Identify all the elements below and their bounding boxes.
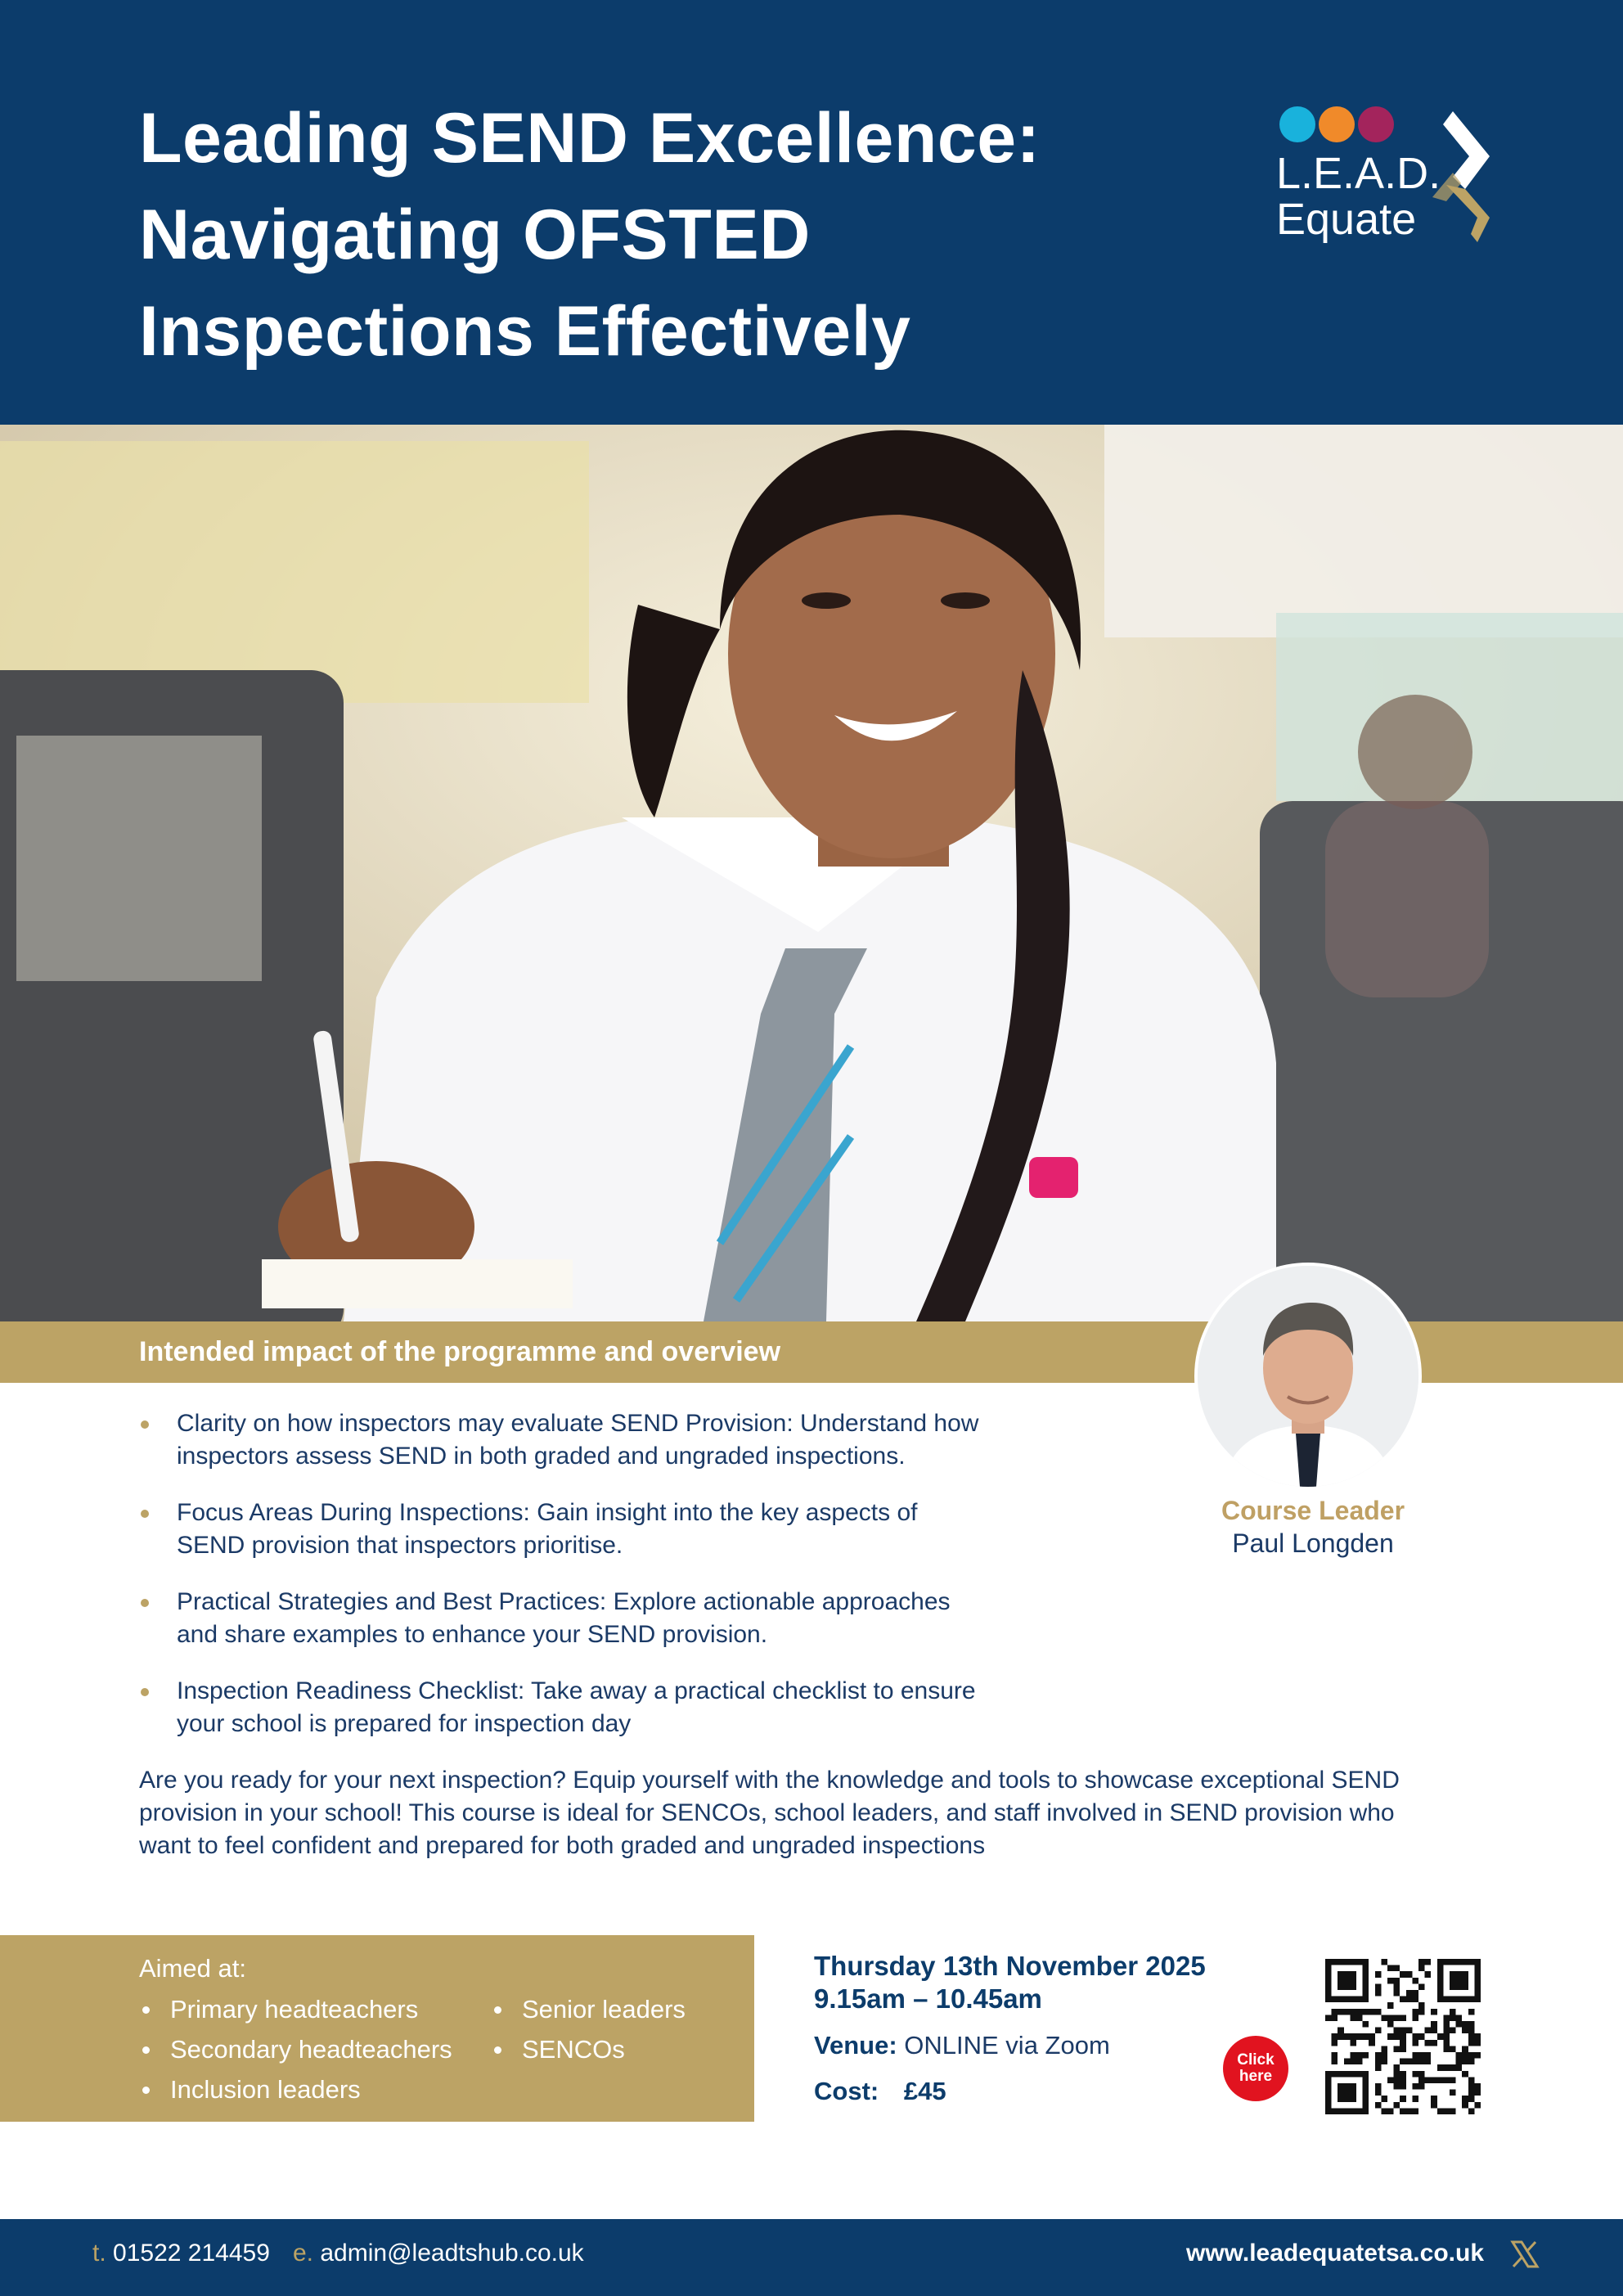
outcome-list [139,1407,1047,1764]
outcome-text: Focus Areas During Inspections: Gain insight into the key aspects of [177,1499,918,1526]
aimed-at-heading: Aimed at: [139,1954,246,1983]
venue-value: ONLINE via Zoom [904,2031,1110,2060]
summary-line: want to feel confident and prepared for both graded and ungraded inspections [139,1832,986,1859]
summary-line: Are you ready for your next inspection? Equip yourself with the knowledge and tools to showcase exceptional SEND [139,1767,1400,1794]
phone-prefix: t. [92,2240,106,2267]
list-item [139,1497,1047,1562]
page-title [139,90,1121,380]
impact-heading: Intended impact of the programme and overview [139,1336,781,1367]
title-line-1: Leading SEND Excellence: [139,99,1041,178]
course-leader-avatar [1194,1263,1422,1490]
course-leader-portrait [1198,1266,1418,1487]
classroom-photo-illustration [0,425,1623,1321]
course-leader-role: Course Leader [1221,1496,1405,1525]
logo-dot-orange [1319,106,1355,142]
outcome-text: Clarity on how inspectors may evaluate SEND Provision: Understand how [177,1410,979,1437]
qr-code-icon[interactable] [1325,1959,1481,2114]
cost-label: Cost: [814,2077,879,2105]
click-label-line2: here [1239,2068,1273,2085]
audience-item: Secondary headteachers [139,2033,452,2066]
course-leader-name: Paul Longden [1232,1528,1394,1558]
logo-sub: Equate [1276,195,1417,244]
event-venue [814,2029,1110,2062]
phone-number: 01522 214459 [113,2240,270,2267]
outcome-text: inspectors assess SEND in both graded and ungraded inspections. [177,1443,906,1470]
event-date: Thursday 13th November 2025 [814,1951,1206,1981]
footer-website-link[interactable]: www.leadequatetsa.co.uk [1186,2240,1484,2267]
chevron-icon [1428,111,1494,242]
event-cost [814,2075,946,2108]
audience-item: Senior leaders [491,1993,686,2026]
title-line-2: Navigating OFSTED [139,196,811,274]
outcome-text: Inspection Readiness Checklist: Take away a practical checklist to ensure [177,1677,976,1704]
footer-email[interactable] [293,2237,584,2270]
outcome-text: Practical Strategies and Best Practices: Explore actionable approaches [177,1588,951,1615]
logo-dot-magenta [1358,106,1394,142]
lead-equate-logo [1273,103,1494,250]
click-here-button[interactable] [1223,2036,1288,2101]
logo-dot-cyan [1279,106,1315,142]
footer-phone[interactable] [92,2237,270,2270]
title-line-3: Inspections Effectively [139,292,911,371]
event-time: 9.15am – 10.45am [814,1983,1042,2014]
click-here-label [1237,2052,1274,2085]
outcome-text: your school is prepared for inspection day [177,1710,632,1737]
summary-line: provision in your school! This course is ideal for SENCOs, school leaders, and staff involved in SEND provision who [139,1799,1395,1826]
audience-item: Inclusion leaders [139,2073,361,2106]
email-address: admin@leadtshub.co.uk [320,2240,584,2267]
outcome-text: SEND provision that inspectors prioritise. [177,1532,623,1559]
email-prefix: e. [293,2240,314,2267]
audience-item: Primary headteachers [139,1993,418,2026]
course-summary [139,1764,1497,1862]
click-label-line1: Click [1237,2051,1275,2069]
aimed-at-box [0,1935,754,2122]
x-icon[interactable] [1510,2240,1540,2269]
list-item [139,1586,1047,1651]
audience-item: SENCOs [491,2033,625,2066]
cost-value: £45 [903,2077,946,2105]
list-item [139,1675,1047,1740]
outcome-text: and share examples to enhance your SEND provision. [177,1621,768,1648]
venue-label: Venue: [814,2031,897,2060]
classroom-photo [0,425,1623,1321]
logo-name: L.E.A.D. [1276,149,1441,198]
list-item [139,1407,1047,1473]
